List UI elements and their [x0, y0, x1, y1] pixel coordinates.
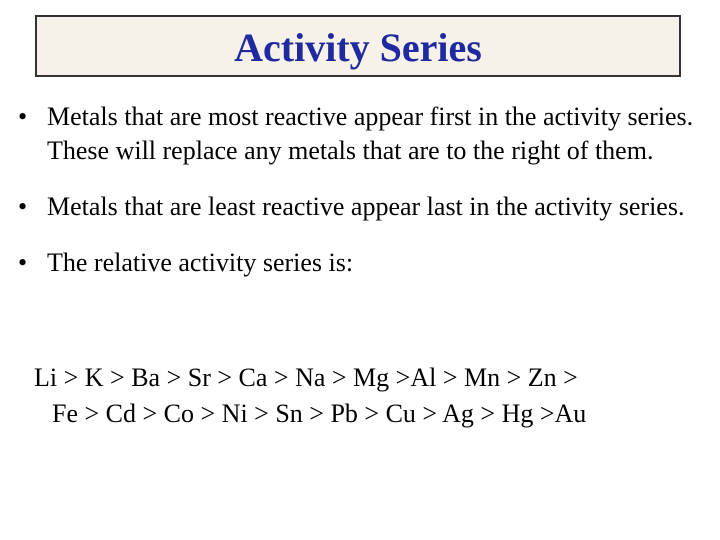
- page-title: Activity Series: [234, 25, 482, 70]
- bullet-text: Metals that are least reactive appear last in the activity series.: [47, 192, 685, 221]
- activity-series-line-1: Li > K > Ba > Sr > Ca > Na > Mg >Al > Mn > Zn >: [34, 363, 578, 392]
- title-box: [35, 15, 681, 77]
- bullet-dot-icon: •: [18, 192, 28, 221]
- activity-series-line-2: Fe > Cd > Co > Ni > Sn > Pb > Cu > Ag > Hg >Au: [52, 399, 587, 428]
- bullet-dot-icon: •: [18, 248, 28, 277]
- bullet-item-most-reactive: [18, 100, 708, 168]
- bullet-list: [18, 100, 708, 280]
- bullet-item-least-reactive: [18, 190, 708, 224]
- bullet-text: The relative activity series is:: [47, 248, 354, 277]
- bullet-text: Metals that are most reactive appear first in the activity series. These will replace any metals that are to the right of them.: [47, 102, 694, 165]
- bullet-item-relative-series: [18, 246, 708, 280]
- activity-series-list: [0, 360, 720, 432]
- bullet-dot-icon: •: [18, 102, 28, 131]
